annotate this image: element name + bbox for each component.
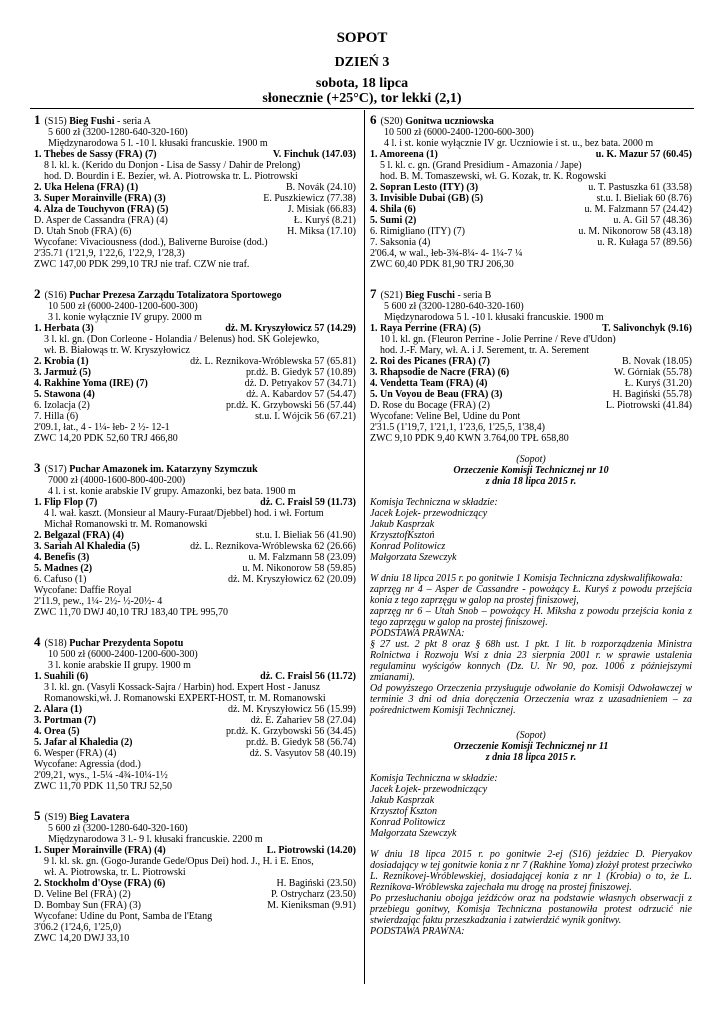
horse-name: 3. Jarmuż (5) [34,367,91,378]
placing-row [34,889,356,900]
race-footer: Wycofane: Daffie Royal [34,585,132,596]
race-footer: 2'31.5 (1'19,7, 1'21,1, 1'23,6, 1'25,5, 1'38,4) [370,422,545,433]
horse-name: 2. Alara (1) [34,704,83,715]
jockey-name: W. Górniak (55.78) [614,367,692,378]
race-footer: 2'09.1, łat., 4 - 1¼- łeb- 2 ½- 12-1 [34,422,170,433]
winner-jockey: L. Piotrowski (14.20) [266,845,356,856]
horse-name: 2. Belgazal (FRA) (4) [34,530,124,541]
race-detail: 3 l. konie arabskie II grupy. 1900 m [48,660,191,671]
placing-row [370,193,692,204]
horse-name: 4. Benefis (3) [34,552,90,563]
committee-line: Komisja Techniczna w składzie: [370,497,498,508]
horse-name: 4. Vendetta Team (FRA) (4) [370,378,488,389]
race-block [34,114,356,270]
winner-name: 1. Amoreena (1) [370,149,438,160]
race-detail: Międzynarodowa 5 l. -10 l. kłusaki francuskie. 1900 m [384,312,604,323]
decision-body: W dniu 18 lipca 2015 r. po gonitwie 2-ej (S16) jeździec D. Pieryakov dosiadający w tej gonitwie konia z nr 7 (Rakhine Yoma) złożył protest przeciwko L. Reznikovej-Wróblewskiej, dosiadającej konia z nr 1 (Krobia) o to, że L. Reznikova-Wróblewska zajechała mu drogę na prostej finiszowej. [370,849,692,893]
placing-row [370,226,692,237]
horse-name: 7. Hilla (6) [34,411,79,422]
placing-row [370,182,692,193]
committee-line: Małgorzata Szewczyk [370,828,457,839]
placing-row [34,193,356,204]
race-name: Bieg Fushi [69,116,115,127]
race-number: 5 [34,808,41,823]
jockey-name: u. M. Falzmann 57 (24.42) [584,204,692,215]
winner-row [370,323,692,334]
winner-info: hod. B. M. Tomaszewski, wł. G. Kozak, tr. K. Rogowski [380,171,607,182]
placing-row [34,563,356,574]
horse-name: 2. Krobia (1) [34,356,89,367]
committee-line: Konrad Politowicz [370,541,446,552]
jockey-name: dż. M. Kryszyłowicz 56 (15.99) [227,704,356,715]
decision-item: zaprzęg nr 4 – Asper de Cassandre - powożący Ł. Kuryś z powodu przejścia konia z tego zaprzęgu w galop na prostej finiszowej, [370,584,692,606]
jockey-name: M. Kieniksman (9.91) [267,900,356,911]
winner-info: 3 l. kl. gn. (Vasyli Kossack-Sajra / Harbin) hod. Expert Host - Janusz [44,682,321,693]
placing-row [370,356,692,367]
race-series: - seria B [454,290,492,301]
race-number: 7 [370,286,377,301]
committee-line: Komisja Techniczna w składzie: [370,773,498,784]
race-number: 3 [34,460,41,475]
horse-name: 6. Izolacja (2) [34,400,90,411]
horse-name: 5. Jafar al Khaledia (2) [34,737,133,748]
committee-line: Konrad Politowicz [370,817,446,828]
placing-row [34,389,356,400]
horse-name: 5. Madnes (2) [34,563,93,574]
jockey-name: J. Misiak (66.83) [287,204,356,215]
jockey-name: st.u. I. Bieliak 60 (8.76) [596,193,692,204]
race-number: 4 [34,634,41,649]
decision-11 [370,730,692,937]
jockey-name: st.u. I. Bieliak 56 (41.90) [255,530,356,541]
day-heading: DZIEŃ 3 [334,55,390,70]
jockey-name: B. Novak (18.05) [622,356,692,367]
race-block [34,810,356,944]
decision-title: Orzeczenie Komisji Technicznej nr 10 [453,465,609,476]
winner-row [370,149,692,160]
placing-row [370,237,692,248]
winner-name: 1. Flip Flop (7) [34,497,98,508]
placing-row [34,541,356,552]
race-detail: Międzynarodowa 5 l. -10 l. kłusaki francuskie. 1900 m [48,138,268,149]
date-weather [0,76,724,106]
jockey-name: pr.dż. B. Giedyk 58 (56.74) [246,737,356,748]
winner-jockey: dż. C. Fraisl 59 (11.73) [260,497,356,508]
horse-name: 5. Sumi (2) [370,215,417,226]
placing-row [34,226,356,237]
horse-name: 3. Rhapsodie de Nacre (FRA) (6) [370,367,510,378]
placing-row [34,726,356,737]
race-number: 6 [370,112,377,127]
decision-place: (Sopot) [516,454,546,465]
horse-name: 3. Invisible Dubai (GB) (5) [370,193,484,204]
committee-line: Jakub Kasprzak [370,795,435,806]
jockey-name: H. Bagiński (55.78) [612,389,692,400]
placing-row [370,215,692,226]
race-header [34,114,356,127]
horse-name: 4. Alza de Touchyvon (FRA) (5) [34,204,169,215]
winner-info: 8 l. kl. k. (Kerido du Donjon - Lisa de Sassy / Dahir de Prelong) [44,160,301,171]
horse-name: 4. Orea (5) [34,726,80,737]
placing-row [34,204,356,215]
race-detail: 10 500 zł (6000-2400-1200-600-300) [48,301,198,312]
header-divider [30,108,694,109]
jockey-name: u. R. Kułaga 57 (89.56) [597,237,692,248]
placing-row [34,715,356,726]
weather-line: słonecznie (+25°C), tor lekki (2,1) [262,91,462,106]
race-footer: ZWC 11,70 PDK 11,50 TRJ 52,50 [34,781,172,792]
jockey-name: u. A. Gil 57 (48.36) [613,215,692,226]
winner-info: hod. J.-F. Mary, wł. A. i J. Serement, tr. A. Serement [380,345,590,356]
right-column [370,114,692,937]
race-code: (S18) [44,638,67,649]
committee-line: Jacek Łojek- przewodniczący [370,784,488,795]
horse-name: D. Utah Snob (FRA) (6) [34,226,132,237]
decision-item: zaprzęg nr 6 – Utah Snob – powożący H. Miksha z powodu przejścia konia z tego zaprzęgu w galop na prostej finiszowej. [370,606,692,628]
horse-name: 3. Portman (7) [34,715,96,726]
winner-row [34,323,356,334]
winner-info: 5 l. kl. c. gn. (Grand Presidium - Amazonia / Jape) [380,160,582,171]
winner-info: wł. A. Piotrowska, tr. L. Piotrowski [44,867,186,878]
horse-name: D. Rose du Bocage (FRA) (2) [370,400,490,411]
jockey-name: u. M. Nikonorow 58 (43.18) [578,226,692,237]
winner-info: Michał Romanowski tr. M. Romanowski [44,519,208,530]
race-block [34,288,356,444]
jockey-name: dż. E. Zahariev 58 (27.04) [250,715,356,726]
horse-name: 2. Stockholm d'Oyse (FRA) (6) [34,878,166,889]
race-block [34,462,356,618]
race-footer: 2'06.4, w wal., łeb-3¾-8¼- 4- 1¼-7 ¼ [370,248,523,259]
jockey-name: dż. D. Petryakov 57 (34.71) [244,378,356,389]
legal-basis: § 27 ust. 2 pkt 8 oraz § 68h ust. 1 pkt. 1 lit. b rozporządzenia Ministra Rolnictwa i Rozwoju Wsi z dnia 23 sierpnia 2001 r. w sprawie ustalenia regulaminu wyścigów konnych (Dz. U. Nr 90, poz. 1006 z późniejszymi zmianami). [370,639,692,683]
jockey-name: B. Novák (24.10) [286,182,356,193]
race-detail: 5 600 zł (3200-1280-640-320-160) [48,823,188,834]
race-detail: 4 l. i st. konie wyłącznie IV gr. Uczniowie i st. u., bez bata. 2000 m [384,138,654,149]
jockey-name: dż. M. Kryszyłowicz 62 (20.09) [227,574,356,585]
committee-line: KrzysztofKsztoń [370,530,435,541]
winner-jockey: V. Finchuk (147.03) [272,149,356,160]
winner-name: 1. Suahili (6) [34,671,89,682]
placing-row [370,378,692,389]
winner-name: 1. Raya Perrine (FRA) (5) [370,323,481,334]
horse-name: 6. Rimigliano (ITY) (7) [370,226,465,237]
jockey-name: H. Bagiński (23.50) [276,878,356,889]
race-footer: 2'09,21, wys., 1-5¼ -4¾-10¼-1½ [34,770,168,781]
horse-name: 6. Wesper (FRA) (4) [34,748,117,759]
placing-row [34,530,356,541]
race-footer: Wycofane: Agressia (dod.) [34,759,141,770]
winner-row [34,671,356,682]
decision-10 [370,454,692,716]
placing-row [370,400,692,411]
race-detail: 10 500 zł (6000-2400-1200-600-300) [384,127,534,138]
placing-row [370,389,692,400]
race-name: Bieg Fuschi [405,290,455,301]
race-code: (S20) [380,116,403,127]
race-footer: Wycofane: Udine du Pont, Samba de l'Etang [34,911,213,922]
race-detail: 4 l. i st. konie arabskie IV grupy. Amazonki, bez bata. 1900 m [48,486,296,497]
winner-info: 4 l. wał. kaszt. (Monsieur al Maury-Furaat/Djebbel) hod. i wł. Fortum [44,508,324,519]
winner-jockey: u. K. Mazur 57 (60.45) [595,149,692,160]
jockey-name: st.u. I. Wójcik 56 (67.21) [255,411,356,422]
race-code: (S15) [44,116,67,127]
jockey-name: E. Puszkiewicz (77.38) [263,193,356,204]
race-header [370,114,692,127]
race-name: Gonitwa uczniowska [405,116,494,127]
race-footer: 2'35.71 (1'21,9, 1'22,6, 1'22,9, 1'28,3) [34,248,185,259]
committee-line: Krzysztof Kszton [370,806,437,817]
placing-row [34,367,356,378]
race-footer: Wycofane: Vivaciousness (dod.), Baliverne Buroise (dod.) [34,237,268,248]
race-footer: 3'06.2 (1'24,6, 1'25,0) [34,922,122,933]
placing-row [34,900,356,911]
jockey-name: u. T. Pastuszka 61 (33.58) [588,182,692,193]
jockey-name: dż. L. Reznikova-Wróblewska 62 (26.66) [190,541,356,552]
race-name: Puchar Prezydenta Sopotu [69,638,184,649]
date-line: sobota, 18 lipca [315,76,409,91]
horse-name: 4. Rakhine Yoma (IRE) (7) [34,378,148,389]
page-title: SOPOT [336,30,388,46]
horse-name: D. Asper de Cassandra (FRA) (4) [34,215,168,226]
race-footer: ZWC 60,40 PDK 81,90 TRJ 206,30 [370,259,514,270]
winner-row [34,497,356,508]
placing-row [370,367,692,378]
legal-label: PODSTAWA PRAWNA: [370,628,465,639]
decision-body: Po przesłuchaniu obojga jeźdźców oraz na podstawie własnych obserwacji z przebiegu gonitwy, Komisja Techniczna postanowiła protest odrzucić nie stwierdzając faktu przeszkadzania i zatwierdzić wynik gonitwy. [370,893,692,926]
race-block [370,114,692,270]
race-code: (S17) [44,464,67,475]
horse-name: D. Bombay Sun (FRA) (3) [34,900,141,911]
winner-row [34,149,356,160]
race-header [34,462,356,475]
horse-name: D. Veline Bel (FRA) (2) [34,889,131,900]
race-detail: 3 l. konie wyłącznie IV grupy. 2000 m [48,312,202,323]
decision-place: (Sopot) [516,730,546,741]
race-header [34,810,356,823]
winner-info: hod. D. Bourdin i E. Bezier, wł. A. Piotrowska tr. L. Piotrowski [44,171,298,182]
horse-name: 5. Un Voyou de Beau (FRA) (3) [370,389,503,400]
race-block [370,288,692,444]
race-series: - seria A [114,116,151,127]
left-column [34,114,356,962]
winner-name: 1. Thebes de Sassy (FRA) (7) [34,149,157,160]
race-footer: ZWC 14,20 DWJ 33,10 [34,933,130,944]
race-name: Bieg Lavatera [69,812,130,823]
placing-row [34,552,356,563]
horse-name: 3. Sariah Al Khaledia (5) [34,541,140,552]
race-footer: 2'11.9, pew., 1¼- 2½- ½-20½- 4 [34,596,163,607]
race-footer: Wycofane: Veline Bel, Udine du Pont [370,411,521,422]
jockey-name: Ł. Kuryś (8.21) [293,215,356,226]
race-number: 2 [34,286,41,301]
race-detail: 5 600 zł (3200-1280-640-320-160) [384,301,524,312]
column-divider [364,110,365,984]
winner-name: 1. Herbata (3) [34,323,94,334]
race-code: (S19) [44,812,67,823]
jockey-name: H. Miksa (17.10) [287,226,356,237]
winner-info: Romanowski,wł. J. Romanowski EXPERT-HOST, tr. M. Romanowski [44,693,326,704]
placing-row [34,737,356,748]
placing-row [34,378,356,389]
winner-info: 10 l. kl. gn. (Fleuron Perrine - Jolie Perrine / Reve d'Udon) [380,334,616,345]
race-header [34,636,356,649]
race-footer: ZWC 11,70 DWJ 40,10 TRJ 183,40 TPŁ 995,70 [34,607,228,618]
jockey-name: L. Piotrowski (41.84) [605,400,692,411]
race-detail: 10 500 zł (6000-2400-1200-600-300) [48,649,198,660]
winner-jockey: T. Salivonchyk (9.16) [602,323,692,334]
horse-name: 5. Stawona (4) [34,389,95,400]
placing-row [34,411,356,422]
placing-row [34,215,356,226]
horse-name: 6. Cafuso (1) [34,574,87,585]
race-footer: ZWC 14,20 PDK 52,60 TRJ 466,80 [34,433,178,444]
jockey-name: pr.dż. K. Grzybowski 56 (34.45) [226,726,356,737]
decision-date: z dnia 18 lipca 2015 r. [485,752,577,763]
jockey-name: P. Ostrycharz (23.50) [271,889,356,900]
jockey-name: dż. S. Vasyutov 58 (40.19) [249,748,356,759]
jockey-name: u. M. Nikonorow 58 (59.85) [242,563,356,574]
race-detail: Międzynarodowa 3 l.- 9 l. kłusaki francuskie. 2200 m [48,834,263,845]
committee-line: Małgorzata Szewczyk [370,552,457,563]
decision-body: W dniu 18 lipca 2015 r. po gonitwie 1 Komisja Techniczna zdyskwalifikowała: [370,573,683,584]
placing-row [34,182,356,193]
race-name: Puchar Amazonek im. Katarzyny Szymczuk [69,464,258,475]
race-detail: 7000 zł (4000-1600-800-400-200) [48,475,186,486]
race-number: 1 [34,112,41,127]
race-footer: ZWC 147,00 PDK 299,10 TRJ nie traf. CZW nie traf. [34,259,250,270]
placing-row [34,878,356,889]
race-block [34,636,356,792]
winner-info: wł. B. Białowąs tr. W. Kryszyłowicz [44,345,190,356]
winner-info: 3 l. kl. gn. (Don Corleone - Holandia / Belenus) hod. SK Golejewko, [44,334,320,345]
horse-name: 2. Roi des Picanes (FRA) (7) [370,356,490,367]
committee-line: Jacek Łojek- przewodniczący [370,508,488,519]
winner-info: 9 l. kl. sk. gn. (Gogo-Jurande Gede/Opus Dei) hod. J., H. i E. Enos, [44,856,314,867]
horse-name: 3. Super Morainville (FRA) (3) [34,193,166,204]
jockey-name: dż. A. Kabardov 57 (54.47) [246,389,356,400]
jockey-name: Ł. Kuryś (31.20) [624,378,692,389]
placing-row [34,748,356,759]
jockey-name: pr.dż. B. Giedyk 57 (10.89) [246,367,356,378]
race-code: (S21) [380,290,403,301]
placing-row [34,704,356,715]
winner-row [34,845,356,856]
right-races [370,114,692,444]
horse-name: 4. Shila (6) [370,204,416,215]
race-code: (S16) [44,290,67,301]
jockey-name: dż. L. Reznikova-Wróblewska 57 (65.81) [190,356,356,367]
race-header [34,288,356,301]
jockey-name: pr.dż. K. Grzybowski 56 (57.44) [226,400,356,411]
decision-title: Orzeczenie Komisji Technicznej nr 11 [453,741,609,752]
legal-label: PODSTAWA PRAWNA: [370,926,465,937]
race-detail: 5 600 zł (3200-1280-640-320-160) [48,127,188,138]
horse-name: 2. Uka Helena (FRA) (1) [34,182,139,193]
horse-name: 7. Saksonia (4) [370,237,431,248]
winner-jockey: dż. M. Kryszyłowicz 57 (14.29) [225,323,356,334]
race-name: Puchar Prezesa Zarządu Totalizatora Sportowego [69,290,282,301]
committee-line: Jakub Kasprzak [370,519,435,530]
winner-jockey: dż. C. Fraisl 56 (11.72) [260,671,356,682]
race-header [370,288,692,301]
decision-date: z dnia 18 lipca 2015 r. [485,476,577,487]
placing-row [370,204,692,215]
winner-name: 1. Super Morainville (FRA) (4) [34,845,166,856]
placing-row [34,356,356,367]
horse-name: 2. Sopran Lesto (ITY) (3) [370,182,479,193]
placing-row [34,574,356,585]
placing-row [34,400,356,411]
appeal-text: Od powyższego Orzeczenia przysługuje odwołanie do Komisji Odwoławczej w terminie 3 dni od dnia doręczenia Orzeczenia wraz z uzasadnieniem – za pośrednictwem Komisji Technicznej. [370,683,692,716]
race-footer: ZWC 9,10 PDK 9,40 KWN 3.764,00 TPŁ 658,80 [370,433,569,444]
jockey-name: u. M. Falzmann 58 (23.09) [248,552,356,563]
